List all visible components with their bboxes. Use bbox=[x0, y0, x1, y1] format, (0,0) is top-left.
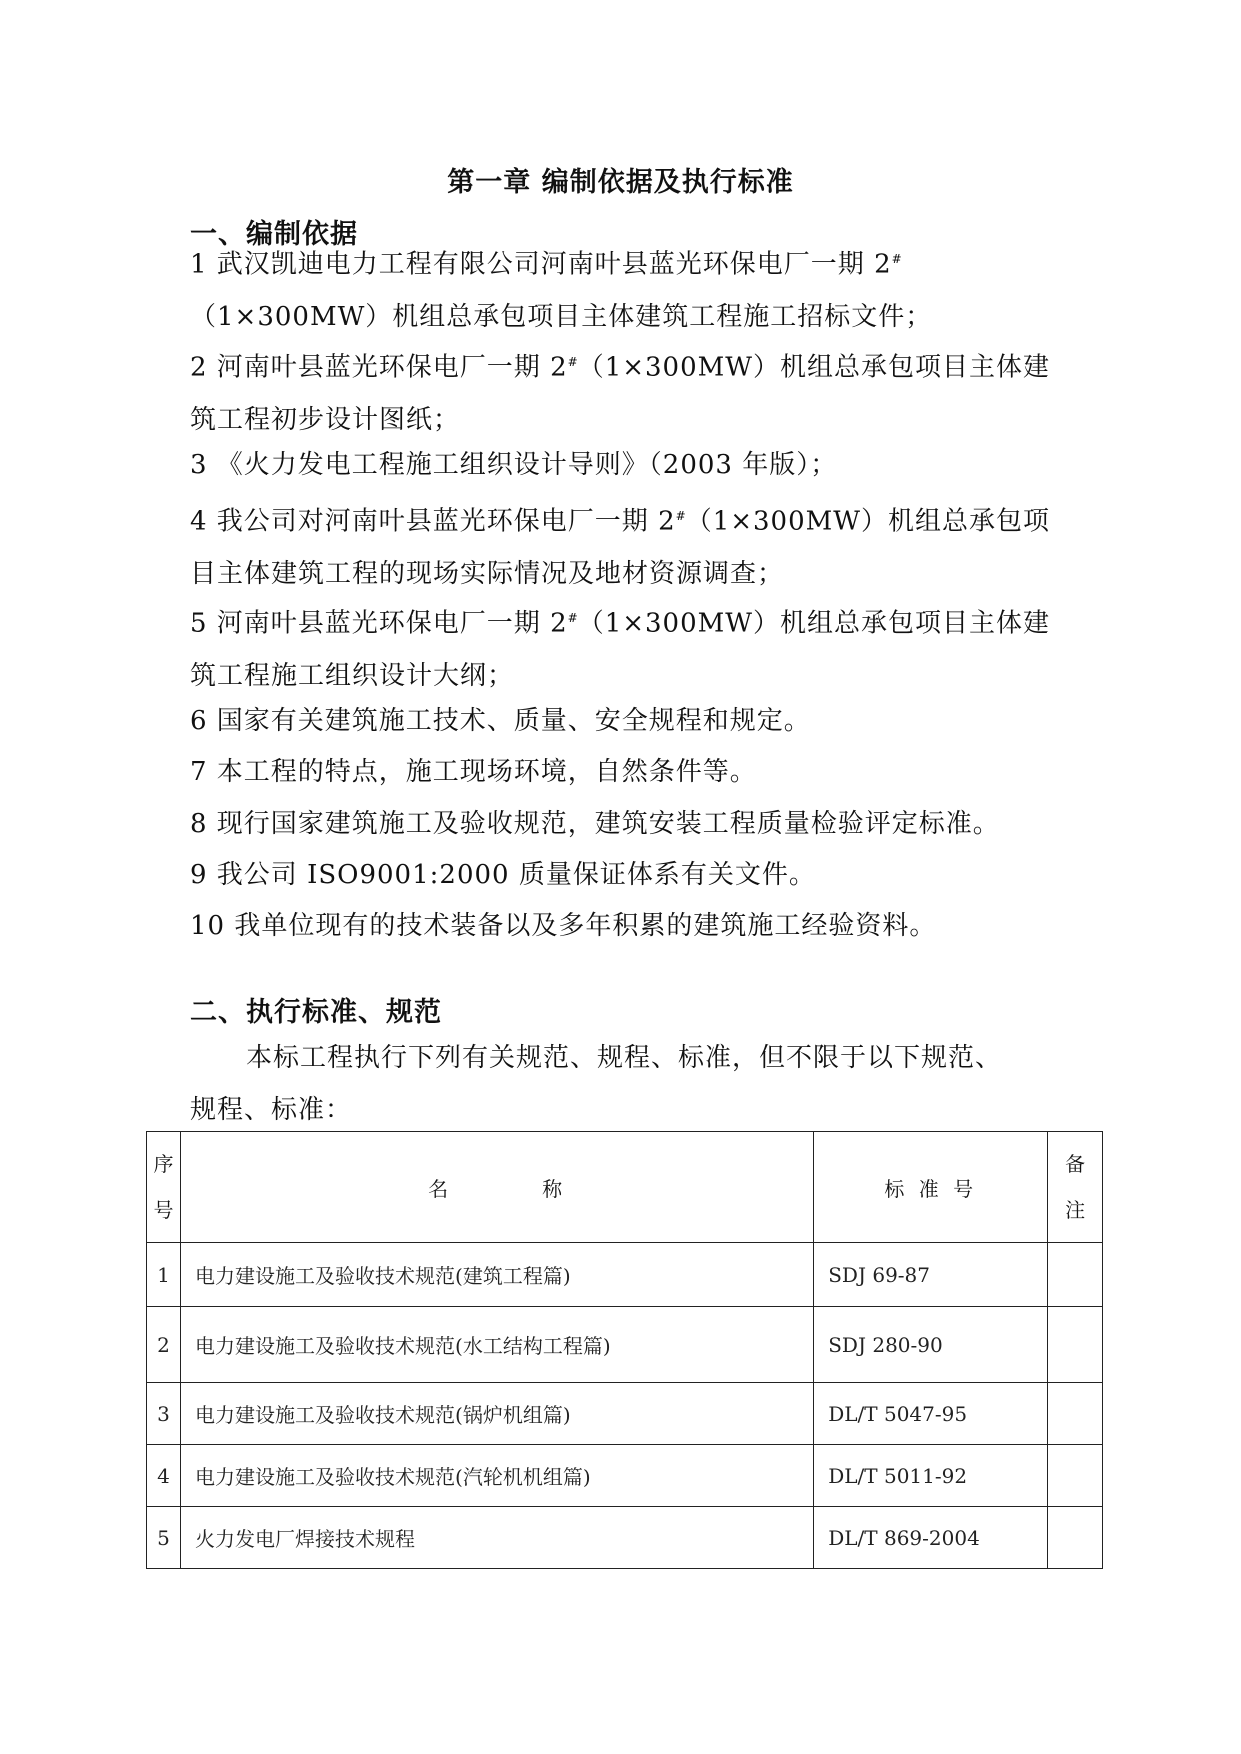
row-standard-no: DL/T 5047-95 bbox=[814, 1383, 1048, 1445]
chapter-title: 第一章 编制依据及执行标准 bbox=[447, 167, 794, 198]
row-standard-no: SDJ 69-87 bbox=[814, 1243, 1048, 1307]
row-no: 1 bbox=[147, 1243, 181, 1307]
basis-item-text: （1×300MW）机组总承包项目主体建筑工程施工组织设计大纲； bbox=[190, 608, 1050, 691]
row-no: 5 bbox=[147, 1507, 181, 1569]
basis-item-text: （1×300MW）机组总承包项目主体建筑工程的现场实际情况及地材资源调查； bbox=[190, 506, 1050, 589]
section-heading-basis: 一、编制依据 bbox=[190, 219, 358, 250]
basis-item-2 bbox=[190, 336, 1070, 446]
header-no bbox=[147, 1132, 181, 1243]
row-standard-no: DL/T 5011-92 bbox=[814, 1445, 1048, 1507]
header-no-line1: 序 bbox=[153, 1152, 174, 1176]
basis-item-text: 4 我公司对河南叶县蓝光环保电厂一期 2 bbox=[190, 506, 676, 537]
header-name-char1: 名 bbox=[428, 1176, 453, 1201]
row-note bbox=[1048, 1307, 1103, 1383]
number-mark: # bbox=[567, 611, 578, 625]
table-row bbox=[147, 1445, 1103, 1507]
header-name-char2: 称 bbox=[542, 1176, 567, 1201]
basis-item-text: 5 河南叶县蓝光环保电厂一期 2 bbox=[190, 608, 568, 639]
intro-line-1: 本标工程执行下列有关规范、规程、标准，但不限于以下规范、 bbox=[246, 1043, 1003, 1073]
row-name: 电力建设施工及验收技术规范(汽轮机机组篇) bbox=[181, 1445, 814, 1507]
standards-table bbox=[146, 1131, 1103, 1569]
basis-item-7: 7 本工程的特点，施工现场环境，自然条件等。 bbox=[190, 757, 757, 787]
row-no: 3 bbox=[147, 1383, 181, 1445]
header-note-line2: 注 bbox=[1065, 1198, 1086, 1222]
header-standard-no: 标 准 号 bbox=[814, 1132, 1048, 1243]
basis-item-1 bbox=[190, 233, 1070, 343]
basis-item-4 bbox=[190, 490, 1070, 600]
basis-item-text: 1 武汉凯迪电力工程有限公司河南叶县蓝光环保电厂一期 2 bbox=[190, 249, 892, 280]
row-no: 2 bbox=[147, 1307, 181, 1383]
section-heading-standards: 二、执行标准、规范 bbox=[190, 997, 442, 1028]
row-name: 电力建设施工及验收技术规范(锅炉机组篇) bbox=[181, 1383, 814, 1445]
row-standard-no: SDJ 280-90 bbox=[814, 1307, 1048, 1383]
intro-line-2: 规程、标准： bbox=[190, 1095, 353, 1125]
basis-item-text: 3 《火力发电工程施工组织设计导则》（2003 年版）； bbox=[190, 450, 838, 480]
table-row bbox=[147, 1243, 1103, 1307]
table-row bbox=[147, 1383, 1103, 1445]
basis-item-text: 2 河南叶县蓝光环保电厂一期 2 bbox=[190, 352, 568, 383]
header-no-line2: 号 bbox=[153, 1198, 174, 1222]
basis-item-text: （1×300MW）机组总承包项目主体建筑工程施工招标文件； bbox=[190, 301, 933, 332]
basis-item-10: 10 我单位现有的技术装备以及多年积累的建筑施工经验资料。 bbox=[190, 911, 937, 941]
basis-item-3 bbox=[190, 439, 1070, 491]
header-note-line1: 备 bbox=[1065, 1152, 1086, 1176]
table-row bbox=[147, 1507, 1103, 1569]
basis-item-6: 6 国家有关建筑施工技术、质量、安全规程和规定。 bbox=[190, 706, 811, 736]
row-no: 4 bbox=[147, 1445, 181, 1507]
table-row bbox=[147, 1307, 1103, 1383]
row-name: 火力发电厂焊接技术规程 bbox=[181, 1507, 814, 1569]
basis-item-text: （1×300MW）机组总承包项目主体建筑工程初步设计图纸； bbox=[190, 352, 1050, 435]
table-header-row bbox=[147, 1132, 1103, 1243]
header-note bbox=[1048, 1132, 1103, 1243]
number-mark: # bbox=[675, 509, 686, 523]
row-note bbox=[1048, 1243, 1103, 1307]
basis-item-9: 9 我公司 ISO9001:2000 质量保证体系有关文件。 bbox=[190, 860, 816, 890]
number-mark: # bbox=[891, 252, 902, 266]
row-name: 电力建设施工及验收技术规范(建筑工程篇) bbox=[181, 1243, 814, 1307]
row-note bbox=[1048, 1445, 1103, 1507]
number-mark: # bbox=[567, 355, 578, 369]
row-note bbox=[1048, 1383, 1103, 1445]
row-name: 电力建设施工及验收技术规范(水工结构工程篇) bbox=[181, 1307, 814, 1383]
basis-item-5 bbox=[190, 592, 1070, 702]
standards-intro bbox=[190, 1032, 1070, 1136]
basis-item-8: 8 现行国家建筑施工及验收规范，建筑安装工程质量检验评定标准。 bbox=[190, 809, 1000, 839]
header-name bbox=[181, 1132, 814, 1243]
row-standard-no: DL/T 869-2004 bbox=[814, 1507, 1048, 1569]
row-note bbox=[1048, 1507, 1103, 1569]
